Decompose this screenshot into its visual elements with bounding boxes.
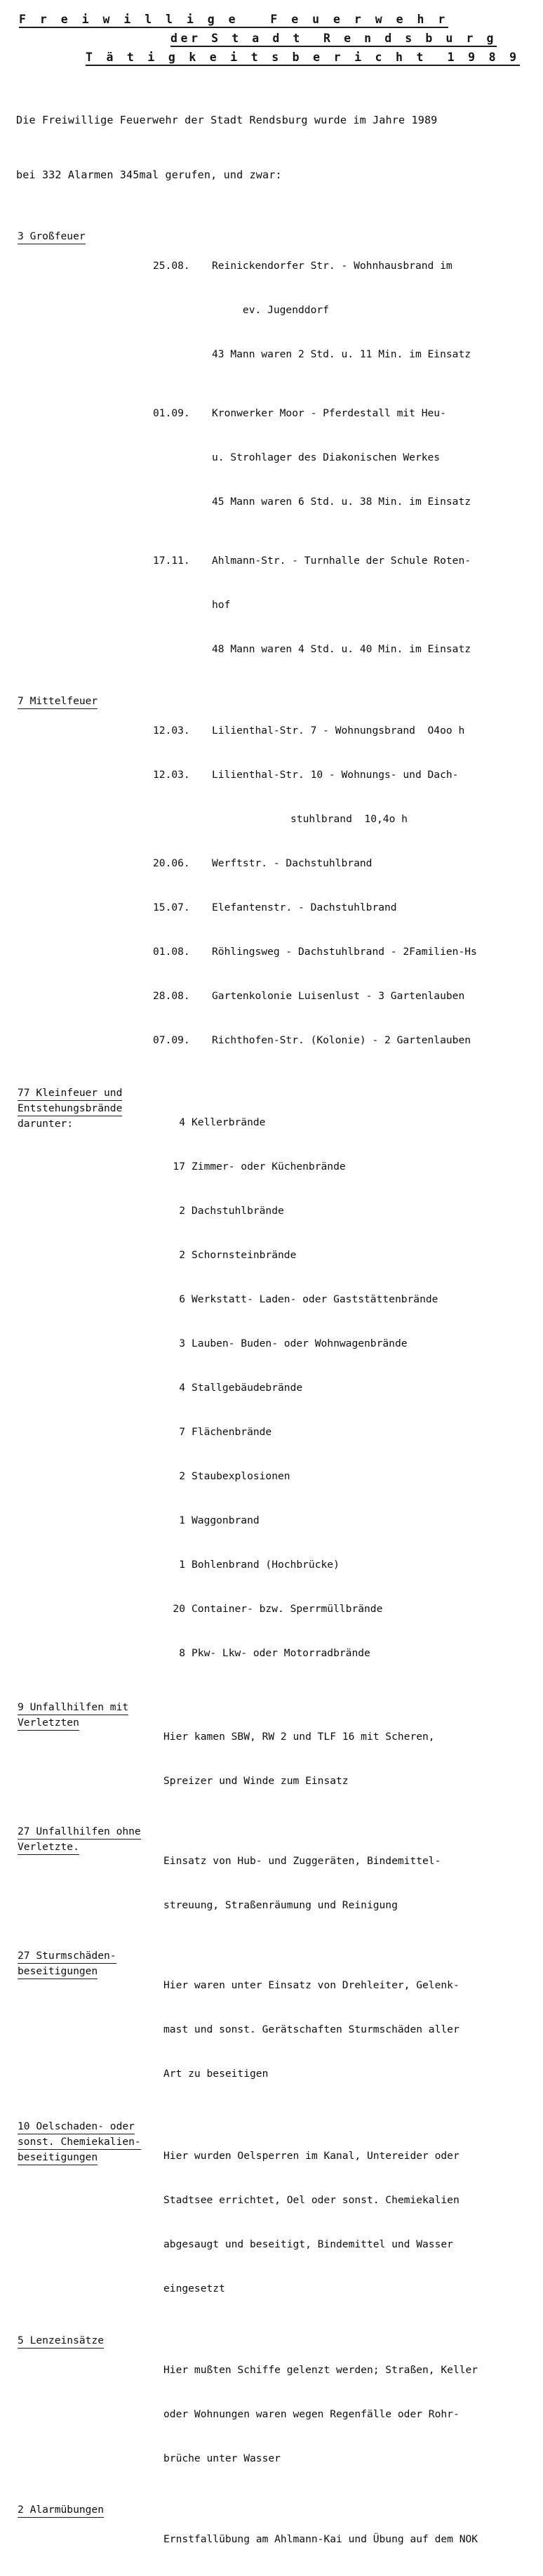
title-line-2-text: der S t a d t R e n d s b u r g [170, 32, 497, 47]
count-label: Flächenbrände [192, 1426, 272, 1438]
section-unfallhilfen-mit-verletzten [0, 1700, 543, 1818]
event-row [153, 767, 543, 782]
description-line: Stadtsee errichtet, Oel oder sonst. Chemiekalien [163, 2194, 460, 2206]
section-label-unfallhilfen-ohne [0, 1824, 153, 1855]
section-label-line: 77 Kleinfeuer und [18, 1085, 122, 1101]
section-description-oelschaden [153, 2119, 543, 2325]
section-description-lenzeinsaetze [153, 2333, 543, 2495]
section-mittelfeuer [0, 694, 543, 1077]
section-label-line: beseitigungen [18, 2150, 98, 2165]
count-value: 4 [179, 1116, 185, 1128]
section-lenzeinsaetze [0, 2333, 543, 2495]
event-row [153, 856, 543, 871]
count-value: 1 [179, 1514, 185, 1526]
event-date: 20.06. [153, 857, 190, 869]
section-label-line: 27 Sturmschäden- [18, 1948, 116, 1964]
section-label-line: Verletzte. [18, 1839, 79, 1855]
section-alarmuebungen [0, 2502, 543, 2576]
section-label-kleinfeuer [0, 1085, 153, 1131]
title-line-2 [0, 29, 543, 48]
event-text-cont: 48 Mann waren 4 Std. u. 40 Min. im Einsatz [212, 643, 471, 655]
intro-paragraph [0, 67, 543, 220]
section-unfallhilfen-ohne-verletzte [0, 1824, 543, 1942]
description-line: Hier kamen SBW, RW 2 und TLF 16 mit Scheren, [163, 1731, 435, 1743]
event-date: 28.08. [153, 990, 190, 1002]
event-date: 01.09. [153, 407, 190, 419]
event-date: 07.09. [153, 1034, 190, 1046]
event-text-cont: u. Strohlager des Diakonischen Werkes [212, 451, 441, 463]
event-text: Elefantenstr. - Dachstuhlbrand [212, 901, 397, 913]
event-text-cont: 45 Mann waren 6 Std. u. 38 Min. im Einsatz [212, 496, 471, 508]
section-grossfeuer [0, 229, 543, 686]
count-row [153, 1248, 543, 1262]
count-label: Pkw- Lkw- oder Motorradbrände [192, 1647, 370, 1659]
event-text: Richthofen-Str. (Kolonie) - 2 Gartenlauben [212, 1034, 471, 1046]
event-row [153, 723, 543, 738]
description-line: oder Wohnungen waren wegen Regenfälle oder Rohr- [163, 2408, 460, 2420]
section-description-alarmuebungen [153, 2502, 543, 2576]
section-oelschaden-chemikalien [0, 2119, 543, 2325]
section-label-mittelfeuer [0, 694, 153, 709]
section-label-line: 2 Alarmübungen [18, 2502, 104, 2518]
section-label-line: beseitigungen [18, 1964, 98, 1979]
event-text-cont: ev. Jugenddorf [212, 304, 329, 316]
count-value: 6 [179, 1293, 185, 1305]
event-row [153, 1033, 543, 1048]
section-label-grossfeuer [0, 229, 153, 244]
count-value: 7 [179, 1426, 185, 1438]
section-label-line: sonst. Chemiekalien- [18, 2134, 141, 2150]
count-label: Kellerbrände [192, 1116, 266, 1128]
event-list-grossfeuer [153, 229, 543, 686]
section-description-unfallhilfen-mit [153, 1700, 543, 1818]
section-kleinfeuer [0, 1085, 543, 1690]
count-row [153, 1469, 543, 1484]
title-line-3-text: T ä t i g k e i t s b e r i c h t 1 9 8 9 [86, 51, 520, 66]
section-sturmschaedenbeseitigungen [0, 1948, 543, 2111]
event-date: 15.07. [153, 901, 190, 913]
event-text: Kronwerker Moor - Pferdestall mit Heu- [212, 407, 446, 419]
event-text: Werftstr. - Dachstuhlbrand [212, 857, 373, 869]
count-label: Werkstatt- Laden- oder Gaststättenbrände [192, 1293, 438, 1305]
description-line: eingesetzt [163, 2283, 225, 2294]
event-text: Gartenkolonie Luisenlust - 3 Gartenlauben [212, 990, 465, 1002]
intro-line-2: bei 332 Alarmen 345mal gerufen, und zwar: [16, 169, 282, 181]
count-value: 2 [179, 1249, 185, 1261]
event-list-mittelfeuer [153, 694, 543, 1077]
section-description-sturmschaeden [153, 1948, 543, 2111]
section-label-line: 10 Oelschaden- oder [18, 2119, 135, 2134]
count-row [153, 1601, 543, 1616]
section-label-line: 27 Unfallhilfen ohne [18, 1824, 141, 1839]
section-label-line: 9 Unfallhilfen mit [18, 1700, 128, 1715]
count-value: 8 [179, 1647, 185, 1659]
count-label: Container- bzw. Sperrmüllbrände [192, 1603, 383, 1615]
count-row [153, 1646, 543, 1660]
description-line: brüche unter Wasser [163, 2452, 281, 2464]
count-value: 1 [179, 1559, 185, 1571]
description-line: Art zu beseitigen [163, 2068, 269, 2080]
section-label-sturmschaeden [0, 1948, 153, 1979]
description-line: Spreizer und Winde zum Einsatz [163, 1775, 349, 1787]
event-text-cont: 43 Mann waren 2 Std. u. 11 Min. im Einsatz [212, 348, 471, 360]
title-line-1 [0, 10, 543, 29]
description-line: mast und sonst. Gerätschaften Sturmschäden aller [163, 2023, 460, 2035]
count-row [153, 1159, 543, 1174]
count-row [153, 1115, 543, 1130]
count-list-kleinfeuer [153, 1085, 543, 1690]
count-label: Stallgebäudebrände [192, 1382, 303, 1394]
section-label-line: 7 Mittelfeuer [18, 694, 98, 709]
section-label-subnote: darunter: [18, 1118, 74, 1130]
count-label: Zimmer- oder Küchenbrände [192, 1161, 346, 1173]
section-label-line: 5 Lenzeinsätze [18, 2333, 104, 2349]
title-line-1-text: F r e i w i l l i g e F e u e r w e h r [19, 13, 448, 28]
count-label: Staubexplosionen [192, 1470, 290, 1482]
count-value: 17 [173, 1161, 185, 1173]
section-label-line: 3 Großfeuer [18, 229, 86, 244]
section-label-lenzeinsaetze [0, 2333, 153, 2349]
count-label: Bohlenbrand (Hochbrücke) [192, 1559, 340, 1571]
intro-line-1: Die Freiwillige Feuerwehr der Stadt Rendsburg wurde im Jahre 1989 [16, 114, 438, 126]
event-text: Reinickendorfer Str. - Wohnhausbrand im [212, 260, 452, 272]
count-row [153, 1203, 543, 1218]
title-line-3 [0, 48, 543, 67]
event-row [153, 406, 543, 421]
count-value: 3 [179, 1337, 185, 1349]
count-value: 2 [179, 1470, 185, 1482]
count-value: 4 [179, 1382, 185, 1394]
section-label-line: Verletzten [18, 1715, 79, 1731]
description-line: Ernstfallübung am Ahlmann-Kai und Übung auf dem NOK [163, 2533, 478, 2545]
event-row [153, 900, 543, 915]
section-description-unfallhilfen-ohne [153, 1824, 543, 1942]
event-text: Röhlingsweg - Dachstuhlbrand - 2Familien-Hs [212, 946, 477, 958]
description-line: abgesaugt und beseitigt, Bindemittel und Wasser [163, 2238, 453, 2250]
event-date: 01.08. [153, 946, 190, 958]
event-row [153, 944, 543, 959]
count-value: 20 [173, 1603, 185, 1615]
count-label: Schornsteinbrände [192, 1249, 297, 1261]
count-row [153, 1425, 543, 1439]
count-row [153, 1513, 543, 1528]
description-line: Hier wurden Oelsperren im Kanal, Untereider oder [163, 2150, 460, 2162]
event-text-cont: hof [212, 599, 231, 611]
section-label-line: Entstehungsbrände [18, 1101, 122, 1116]
event-text: Ahlmann-Str. - Turnhalle der Schule Roten- [212, 555, 471, 567]
event-date: 12.03. [153, 769, 190, 781]
document-header [0, 0, 543, 67]
section-label-unfallhilfen-mit [0, 1700, 153, 1731]
event-row [153, 989, 543, 1003]
description-line: streuung, Straßenräumung und Reinigung [163, 1899, 398, 1911]
count-label: Waggonbrand [192, 1514, 260, 1526]
event-text-cont: stuhlbrand 10,4o h [290, 813, 408, 825]
count-row [153, 1380, 543, 1395]
section-label-oelschaden [0, 2119, 153, 2165]
event-date: 17.11. [153, 555, 190, 567]
count-row [153, 1292, 543, 1307]
description-line: Hier mußten Schiffe gelenzt werden; Straßen, Keller [163, 2364, 478, 2376]
event-date: 25.08. [153, 260, 190, 272]
count-label: Dachstuhlbrände [192, 1205, 284, 1217]
event-text: Lilienthal-Str. 10 - Wohnungs- und Dach- [212, 769, 459, 781]
event-row [153, 553, 543, 568]
count-row [153, 1557, 543, 1572]
event-text: Lilienthal-Str. 7 - Wohnungsbrand O4oo h [212, 725, 465, 737]
count-value: 2 [179, 1205, 185, 1217]
section-label-alarmuebungen [0, 2502, 153, 2518]
event-row [153, 258, 543, 273]
count-row [153, 1336, 543, 1351]
description-line: Einsatz von Hub- und Zuggeräten, Bindemittel- [163, 1855, 441, 1867]
description-line: Hier waren unter Einsatz von Drehleiter, Gelenk- [163, 1979, 460, 1991]
event-date: 12.03. [153, 725, 190, 737]
count-label: Lauben- Buden- oder Wohnwagenbrände [192, 1337, 408, 1349]
